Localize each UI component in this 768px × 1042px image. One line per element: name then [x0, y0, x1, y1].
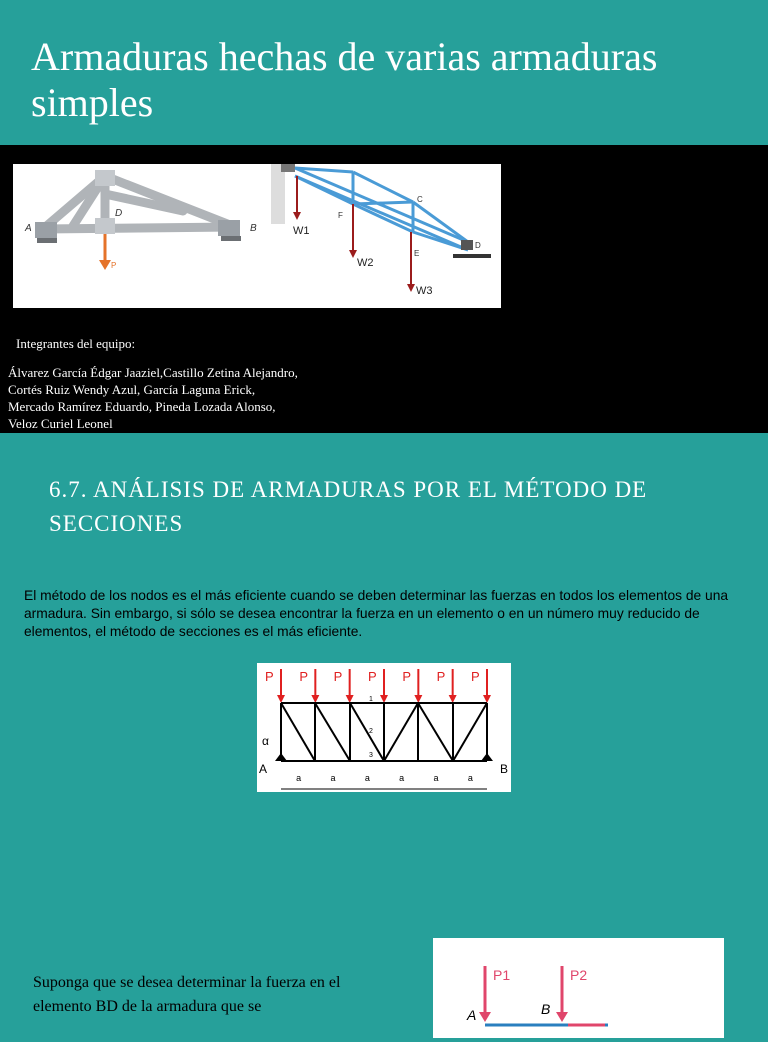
- load-arrowhead: [277, 695, 285, 703]
- panel-label: a: [364, 773, 370, 783]
- load-label-p: P: [265, 669, 274, 684]
- section-title: 6.7. ANÁLISIS DE ARMADURAS POR EL MÉTODO DE SECCIONES: [49, 477, 648, 536]
- label-p1: P1: [493, 967, 511, 983]
- label-w2: W2: [357, 257, 374, 269]
- label-a3: A: [467, 1007, 477, 1023]
- team-line: Cortés Ruiz Wendy Azul, García Laguna Erick,: [8, 382, 256, 397]
- truss-sections-figure: [257, 663, 511, 792]
- panel-label: a: [467, 773, 473, 783]
- team-line: Veloz Curiel Leonel: [8, 416, 113, 431]
- section-detail-figure: [433, 938, 724, 1038]
- load-label-p: P: [368, 669, 377, 684]
- label-w1: W1: [293, 225, 310, 237]
- load-label-p: P: [436, 669, 446, 684]
- slide-title: Armaduras hechas de varias armaduras simples: [31, 34, 658, 125]
- load-arrowhead: [380, 695, 388, 703]
- truss-sections-svg: [257, 663, 511, 792]
- panel-label: a: [433, 773, 439, 783]
- team-label: Integrantes del equipo:: [16, 336, 136, 351]
- label-p: P: [111, 261, 117, 270]
- title-band: [0, 0, 768, 145]
- team-line: Álvarez García Édgar Jaaziel,Castillo Zetina Alejandro,: [8, 365, 298, 380]
- truss-illustration-svg: [13, 164, 501, 308]
- load-arrowhead: [414, 695, 422, 703]
- load-arrowhead: [483, 695, 491, 703]
- load-label-p: P: [402, 669, 412, 684]
- section-detail-svg: [433, 938, 724, 1038]
- intro-paragraph: El método de los nodos es el más eficiente cuando se deben determinar las fuerzas en todos los elementos de una armadura. Sin embargo, si sólo se desea encontrar la fuerza en un elemento o en un número muy reducido de elementos, el método de secciones es el más eficiente.: [24, 588, 729, 639]
- label-b: B: [250, 223, 257, 234]
- truss-illustration: [13, 164, 501, 308]
- panel-group: [296, 773, 473, 783]
- label-c: C: [417, 195, 423, 204]
- label-f: F: [338, 211, 343, 220]
- slide-2: [0, 433, 768, 1024]
- label-w3: W3: [416, 285, 433, 297]
- support-a: A: [259, 762, 268, 776]
- member-label-3: 3: [369, 752, 373, 759]
- panel-label: a: [296, 773, 302, 783]
- angle-label: α: [262, 734, 269, 748]
- label-d2: D: [475, 241, 481, 250]
- member-label-2: 2: [369, 728, 373, 735]
- team-members: [8, 364, 368, 432]
- load-arrowhead: [449, 695, 457, 703]
- panel-label: a: [399, 773, 405, 783]
- panel-label: a: [330, 773, 336, 783]
- label-d: D: [115, 208, 123, 219]
- load-label-p: P: [471, 669, 480, 684]
- support-b: B: [500, 762, 509, 776]
- label-p2: P2: [570, 967, 588, 983]
- label-b3: B: [541, 1001, 551, 1017]
- load-group: [265, 669, 491, 703]
- bottom-paragraph: Suponga que se desea determinar la fuerza en el elemento BD de la armadura que se: [33, 974, 341, 1015]
- load-arrowhead: [311, 695, 319, 703]
- slide-1: [0, 0, 768, 433]
- label-a: A: [25, 223, 32, 234]
- load-label-p: P: [333, 669, 343, 684]
- load-arrowhead: [346, 695, 354, 703]
- load-label-p: P: [299, 669, 309, 684]
- team-line: Mercado Ramírez Eduardo, Pineda Lozada Alonso,: [8, 399, 276, 414]
- label-e: E: [414, 249, 420, 258]
- member-label-1: 1: [369, 696, 373, 703]
